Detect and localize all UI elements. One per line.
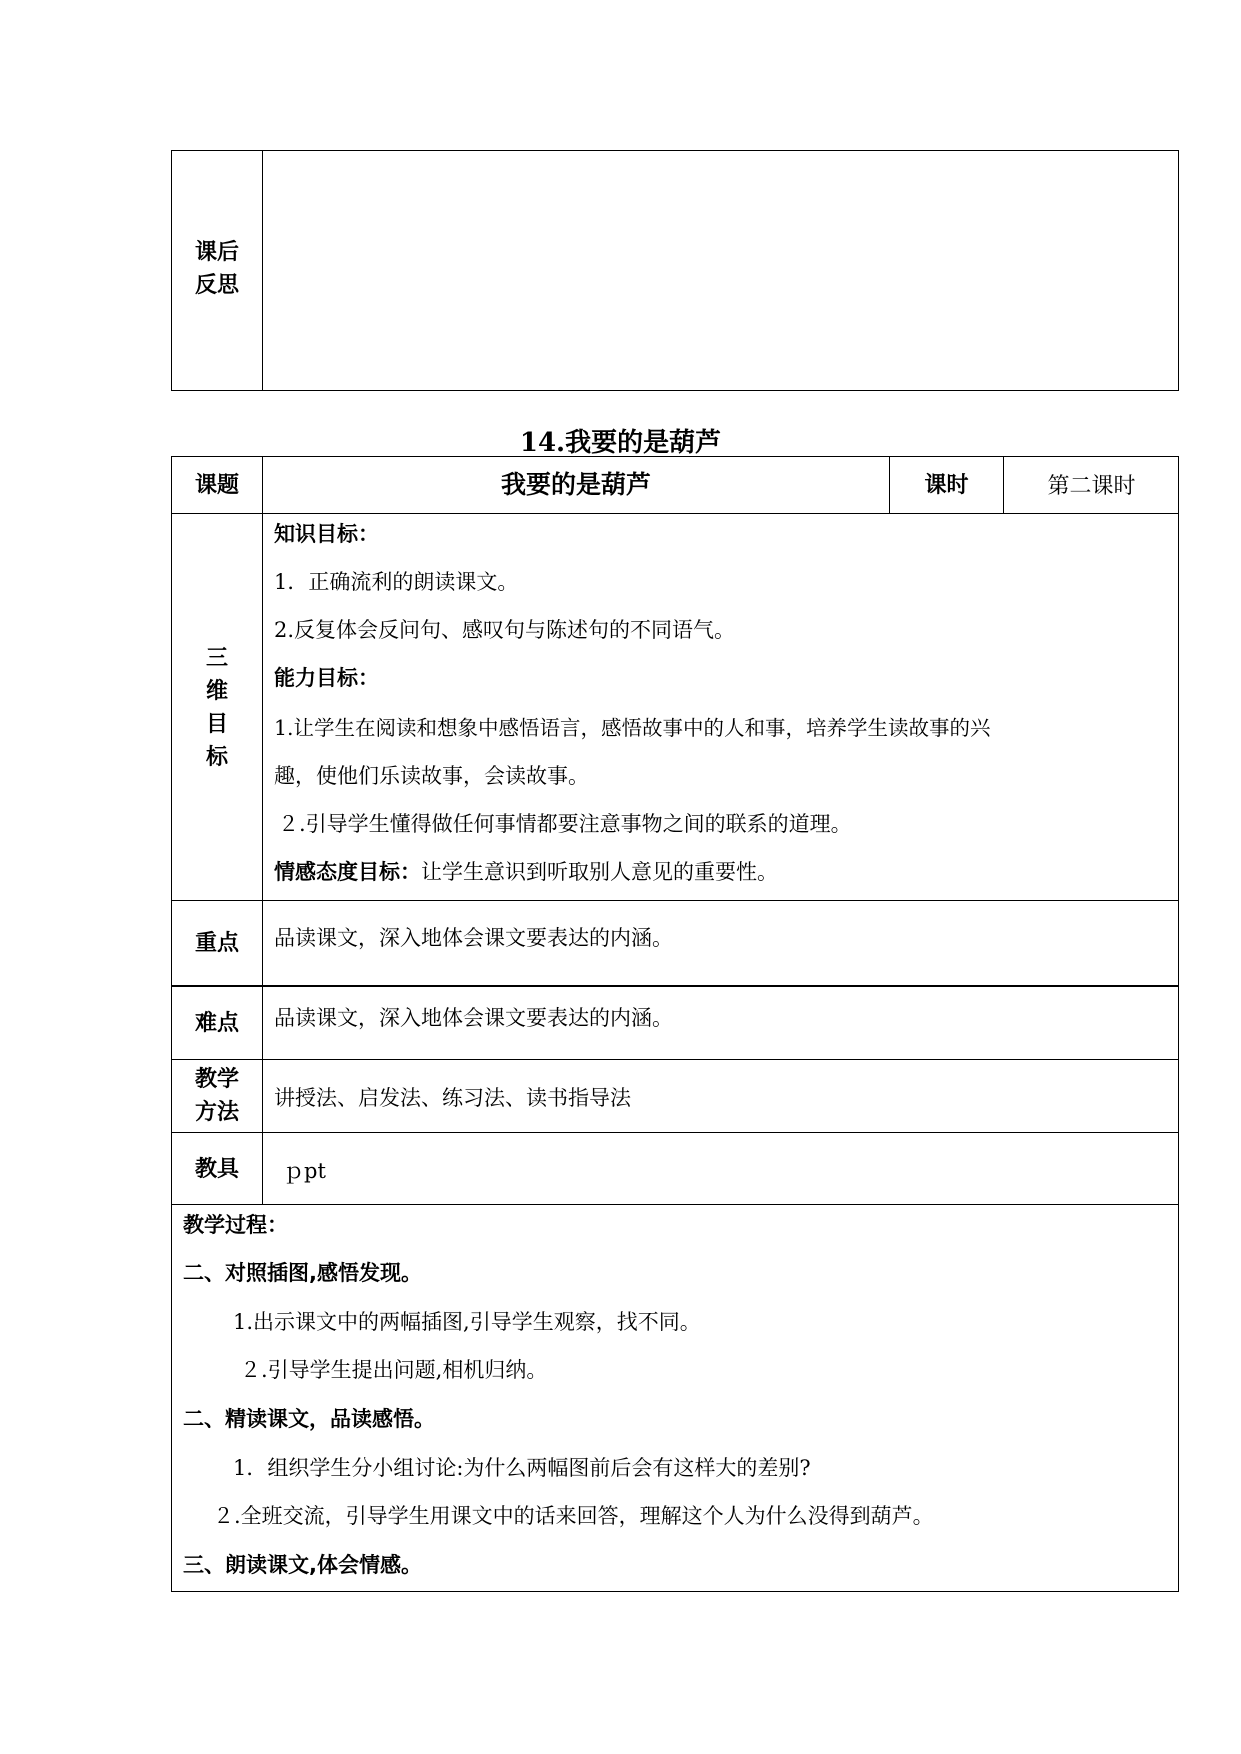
method-label-line2: 方法 [194,1100,239,1125]
difficulty-label: 难点 [194,1011,239,1036]
process-section-1-title: 二、对照插图,感悟发现。 [183,1261,422,1285]
row-sep-header [171,513,1179,514]
emotion-text: 让学生意识到听取别人意见的重要性。 [421,860,778,884]
period-label: 课时 [924,473,969,498]
knowledge-heading: 知识目标： [274,522,379,546]
process-section-1-item-1: 1.出示课文中的两幅插图,引导学生观察，找不同。 [233,1310,701,1334]
ability-item-2: ２.引导学生懂得做任何事情都要注意事物之间的联系的道理。 [278,812,852,836]
objectives-label-char4: 标 [205,745,228,770]
process-heading: 教学过程： [183,1213,288,1237]
knowledge-item-2: 2.反复体会反问句、感叹句与陈述句的不同语气。 [274,618,736,642]
difficulty-text: 品读课文，深入地体会课文要表达的内涵。 [274,1006,673,1030]
lesson-title: 14.我要的是葫芦 [519,428,722,458]
ability-item-1-line2: 趣，使他们乐读故事，会读故事。 [274,764,589,788]
ability-item-1-line1: 1.让学生在阅读和想象中感悟语言，感悟故事中的人和事，培养学生读故事的兴 [274,716,991,740]
objectives-label-char2: 维 [205,679,228,704]
reflection-label [172,236,262,302]
process-section-1-item-2: ２.引导学生提出问题,相机归纳。 [240,1358,548,1382]
label-column-divider [262,456,263,1204]
process-section-3-title: 三、朗读课文,体会情感。 [183,1553,422,1577]
reflection-label-line1: 课后 [194,240,239,265]
process-section-2-title: 二、精读课文，品读感悟。 [183,1407,435,1431]
process-section-2-item-2: ２.全班交流，引导学生用课文中的话来回答，理解这个人为什么没得到葫芦。 [213,1504,934,1528]
row-sep-keypoint [171,985,1179,987]
tools-label: 教具 [194,1157,239,1182]
objectives-label-char3: 目 [205,712,228,737]
row-sep-difficulty [171,1059,1179,1060]
period-value: 第二课时 [1047,474,1136,499]
objectives-label [172,642,262,774]
method-label [172,1063,262,1129]
row-sep-tools [171,1204,1179,1205]
method-label-line1: 教学 [194,1067,239,1092]
process-section-2-item-1: 1．组织学生分小组讨论:为什么两幅图前后会有这样大的差别? [233,1456,811,1480]
objectives-label-char1: 三 [205,646,228,671]
emotion-heading: 情感态度目标： [274,860,421,884]
emotion-objective [274,856,778,886]
key-point-label: 重点 [194,931,239,956]
topic-label: 课题 [194,473,239,498]
row-sep-objectives [171,900,1179,901]
method-text: 讲授法、启发法、练习法、读书指导法 [274,1086,631,1110]
tools-text: ｐpt [283,1159,326,1183]
row-sep-method [171,1132,1179,1133]
reflection-table [171,150,1179,391]
reflection-divider [262,150,263,391]
topic-value: 我要的是葫芦 [500,470,651,499]
reflection-label-line2: 反思 [194,273,239,298]
ability-heading: 能力目标： [274,666,379,690]
knowledge-item-1: 1．正确流利的朗读课文。 [274,570,519,594]
key-point-text: 品读课文，深入地体会课文要表达的内涵。 [274,926,673,950]
